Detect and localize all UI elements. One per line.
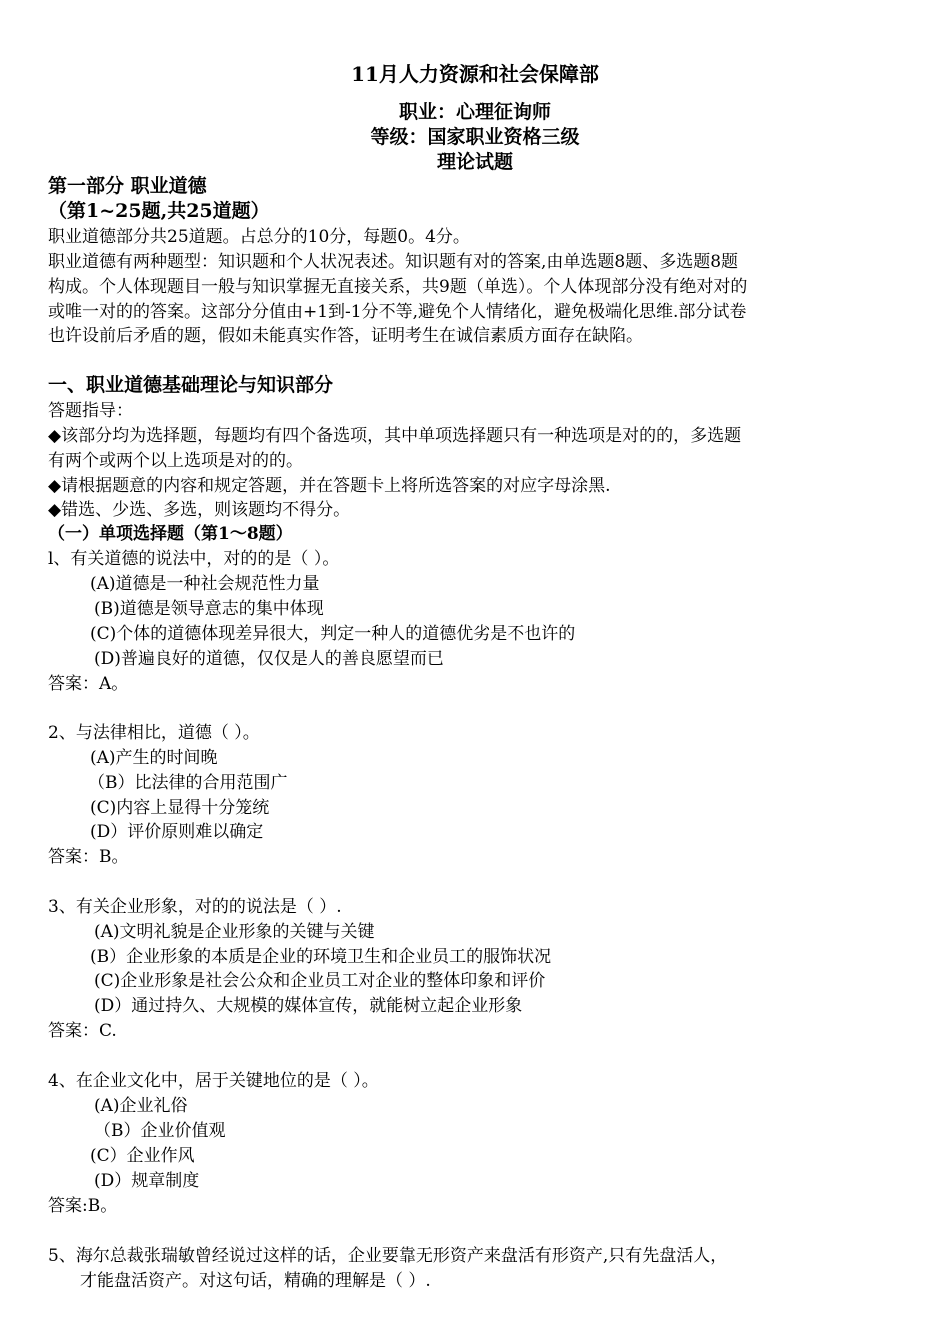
question-option: (A)文明礼貌是企业形象的关键与关键 [94,922,375,942]
question-stem-continued: 才能盘活资产。对这句话，精确的理解是（ ）. [80,1271,431,1291]
question-option: （B）企业价值观 [94,1121,226,1141]
intro-line: 也许设前后矛盾的题，假如未能真实作答，证明考生在诚信素质方面存在缺陷。 [48,326,643,346]
part-title: 第一部分 职业道德 [48,175,207,197]
question-option: (C)企业形象是社会公众和企业员工对企业的整体印象和评价 [94,971,546,991]
question-option: (B）企业形象的本质是企业的环境卫生和企业员工的服饰状况 [90,947,552,967]
guide-line: ◆请根据题意的内容和规定答题，并在答题卡上将所选答案的对应字母涂黑. [48,476,611,496]
question-answer: 答案：A。 [48,674,129,694]
question-option: (A)产生的时间晚 [90,748,218,768]
guide-line: 有两个或两个以上选项是对的的。 [48,451,303,471]
occupation-line: 职业：心理征询师 [398,101,551,123]
question-option: (D）通过持久、大规模的媒体宣传，就能树立起企业形象 [94,996,523,1016]
question-stem: 4、在企业文化中，居于关键地位的是（ ）。 [48,1071,379,1091]
question-option: (A)道德是一种社会规范性力量 [90,574,320,594]
question-option: (D）规章制度 [94,1171,200,1191]
paper-type: 理论试题 [436,151,513,173]
question-stem: 3、有关企业形象，对的的说法是（ ）. [48,897,342,917]
question-answer: 答案：B。 [48,847,129,867]
question-answer: 答案:B。 [48,1196,118,1216]
intro-line: 职业道德有两种题型：知识题和个人状况表述。知识题有对的答案,由单选题8题、多选题8题 [48,252,739,272]
intro-line: 职业道德部分共25道题。占总分的10分，每题0。4分。 [48,227,470,247]
org-title: 11月人力资源和社会保障部 [351,62,599,86]
section-title: 一、职业道德基础理论与知识部分 [48,374,334,396]
question-option: (A)企业礼俗 [94,1096,188,1116]
level-line: 等级：国家职业资格三级 [370,126,580,148]
question-stem: 2、与法律相比，道德（ ）。 [48,723,260,743]
subsection-title: （一）单项选择题（第1～8题） [48,524,293,544]
part-range: （第1~25题,共25道题） [48,200,270,222]
question-option: (D）评价原则难以确定 [90,822,264,842]
guide-label: 答题指导： [48,401,133,421]
intro-line: 构成。个人体现题目一般与知识掌握无直接关系，共9题（单选）。个人体现部分没有绝对对的 [48,277,748,297]
question-option: (C）企业作风 [90,1146,195,1166]
question-option: （B）比法律的合用范围广 [88,773,288,793]
question-stem: 5、海尔总裁张瑞敏曾经说过这样的话，企业要靠无形资产来盘活有形资产,只有先盘活人， [48,1246,728,1266]
question-option: (B)道德是领导意志的集中体现 [94,599,324,619]
guide-line: ◆错选、少选、多选，则该题均不得分。 [48,500,351,520]
question-stem: l、有关道德的说法中，对的的是（ ）。 [48,549,340,569]
intro-line: 或唯一对的的答案。这部分分值由+1到-1分不等,避免个人情绪化，避免极端化思维.部分试卷 [48,302,747,322]
question-answer: 答案：C. [48,1021,117,1041]
question-option: (C)个体的道德体现差异很大，判定一种人的道德优劣是不也许的 [90,624,576,644]
question-option: (D)普遍良好的道德，仅仅是人的善良愿望而已 [94,649,444,669]
question-option: (C)内容上显得十分笼统 [90,798,270,818]
guide-line: ◆该部分均为选择题，每题均有四个备选项，其中单项选择题只有一种选项是对的的，多选题 [48,426,742,446]
